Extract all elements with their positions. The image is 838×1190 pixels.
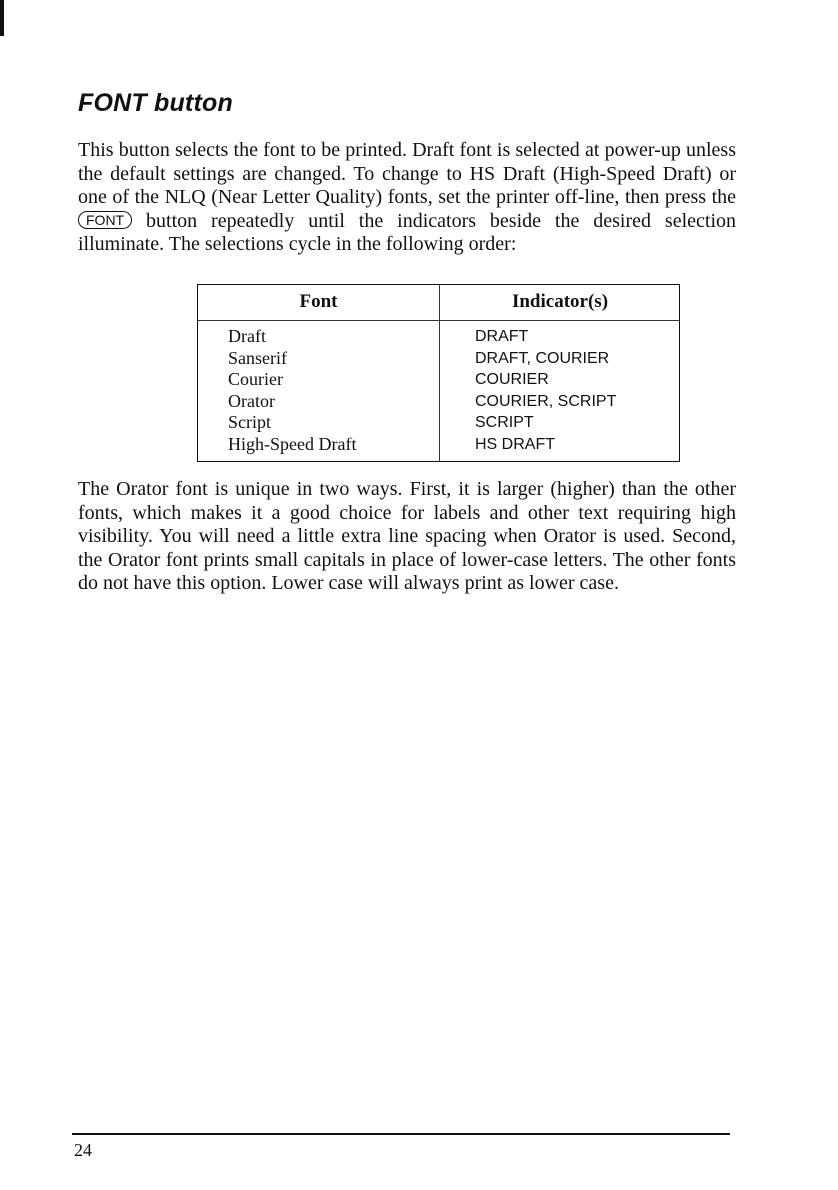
table-cell-font: Script xyxy=(228,412,271,432)
font-column xyxy=(228,326,356,455)
table-header-rule xyxy=(198,320,679,321)
table-cell-indicator: SCRIPT xyxy=(475,414,534,431)
table-cell-indicator: DRAFT xyxy=(475,328,529,345)
intro-text-after-key: button repeatedly until the indicators beside the desired selection illuminate. The selections cycle in the following order: xyxy=(78,209,736,255)
table-header-indicators: Indicator(s) xyxy=(511,291,609,312)
page-edge-mark xyxy=(0,0,4,36)
intro-text-before-key: This button selects the font to be printed. Draft font is selected at power-up unless the default settings are changed. To change to HS Draft (High-Speed Draft) or one of the NLQ (Near Letter Quality) fonts, set the printer off-line, then press the xyxy=(78,139,736,208)
page-number: 24 xyxy=(74,1140,92,1160)
intro-paragraph xyxy=(78,139,736,257)
table-cell-font: Orator xyxy=(228,390,275,411)
font-indicator-table xyxy=(197,284,680,462)
table-cell-font: Courier xyxy=(228,369,283,389)
table-cell-indicator: COURIER xyxy=(475,371,549,388)
table-cell-font: Draft xyxy=(228,326,266,346)
table-cell-indicator: DRAFT, COURIER xyxy=(475,349,610,367)
table-cell-font: High-Speed Draft xyxy=(228,433,357,454)
table-cell-indicator: HS DRAFT xyxy=(475,435,555,453)
orator-paragraph: The Orator font is unique in two ways. First, it is larger (higher) than the other fonts, which makes it a good choice for labels and other text requiring high visibility. You will need a little extra line spacing when Orator is used. Second, the Orator font prints small capitals in place of lower-case letters. The other fonts do not have this option. Lower case will always print as lower case. xyxy=(78,478,736,594)
table-cell-font: Sanserif xyxy=(228,347,287,368)
table-header-font: Font xyxy=(299,291,338,312)
font-key-symbol: FONT xyxy=(78,211,132,229)
table-cell-indicator: COURIER, SCRIPT xyxy=(475,392,617,410)
section-heading: FONT button xyxy=(78,89,233,117)
indicator-column xyxy=(475,326,616,455)
footer-rule xyxy=(72,1133,730,1135)
